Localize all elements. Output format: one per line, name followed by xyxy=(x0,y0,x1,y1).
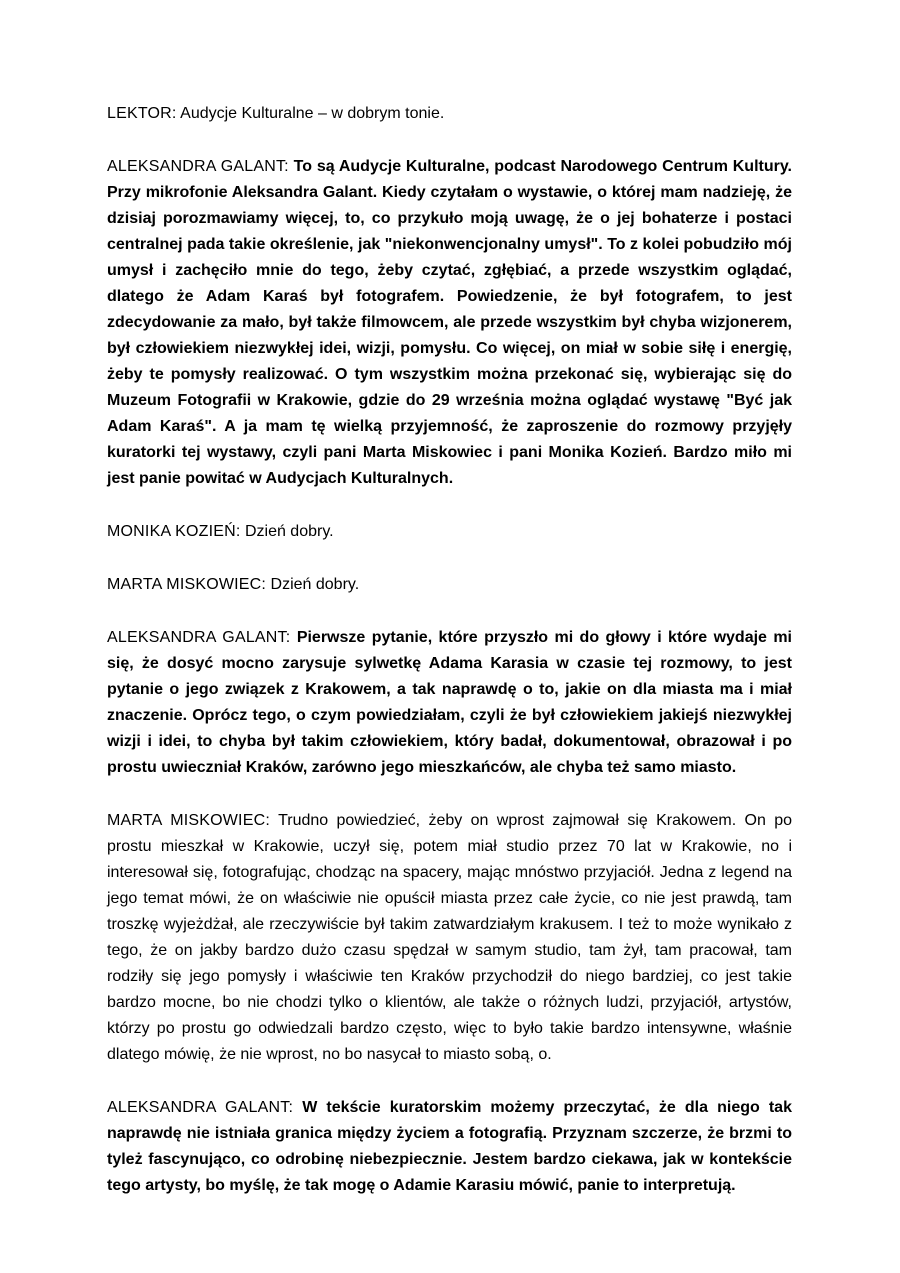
speaker-label: MARTA MISKOWIEC: xyxy=(107,812,270,829)
speech-text: Dzień dobry. xyxy=(270,576,360,593)
paragraph-galant-3 xyxy=(107,1095,792,1199)
speaker-label: LEKTOR: xyxy=(107,105,177,122)
speech-text: Audycje Kulturalne – w dobrym tonie. xyxy=(180,105,445,122)
speaker-label: MONIKA KOZIEŃ: xyxy=(107,523,241,540)
paragraph-lektor xyxy=(107,101,792,127)
paragraph-galant-2 xyxy=(107,625,792,781)
paragraph-miskowiec-2 xyxy=(107,808,792,1068)
speaker-label: ALEKSANDRA GALANT: xyxy=(107,1099,294,1116)
paragraph-miskowiec-1 xyxy=(107,572,792,598)
speech-text: Trudno powiedzieć, żeby on wprost zajmował się Krakowem. On po prostu mieszkał w Krakowie, uczył się, potem miał studio przez 70 lat w Krakowie, no i interesował się, fotografując, chodząc na spacery, mając mnóstwo przyjaciół. Jedna z legend na jego temat mówi, że on właściwie nie opuścił miasta przez całe życie, co nie jest prawdą, tam troszkę wyjeżdżał, ale rzeczywiście był takim zatwardziałym krakusem. I też to może wynikało z tego, że on jakby bardzo dużo czasu spędzał w samym studio, tam żył, tam pracował, tam rodziły się jego pomysły i właściwie ten Kraków przychodził do niego bardziej, co jest takie bardzo mocne, bo nie chodzi tylko o klientów, ale także o różnych ludzi, przyjaciół, artystów, którzy po prostu go odwiedzali bardzo często, więc to było takie bardzo intensywne, właśnie dlatego mówię, że nie wprost, no bo nasycał to miasto sobą, o. xyxy=(107,812,793,1063)
speech-text: W tekście kuratorskim możemy przeczytać, że dla niego tak naprawdę nie istniała granica między życiem a fotografią. Przyznam szczerze, że brzmi to tyleż fascynująco, co odrobinę niebezpiecznie. Jestem bardzo ciekawa, jak w kontekście tego artysty, bo myślę, że tak mogę o Adamie Karasiu mówić, panie to interpretują. xyxy=(107,1099,792,1194)
paragraph-kozien xyxy=(107,519,792,545)
transcript-body xyxy=(107,101,792,1199)
speech-text: To są Audycje Kulturalne, podcast Narodowego Centrum Kultury. Przy mikrofonie Aleksandra Galant. Kiedy czytałam o wystawie, o której mam nadzieję, że dzisiaj porozmawiamy więcej, to, co przykuło moją uwagę, że o jej bohaterze i postaci centralnej pada takie określenie, jak "niekonwencjonalny umysł". To z kolei pobudziło mój umysł i zachęciło mnie do tego, żeby czytać, zgłębiać, a przede wszystkim oglądać, dlatego że Adam Karaś był fotografem. Powiedzenie, że był fotografem, to jest zdecydowanie za mało, był także filmowcem, ale przede wszystkim był chyba wizjonerem, był człowiekiem niezwykłej idei, wizji, pomysłu. Co więcej, on miał w sobie siłę i energię, żeby te pomysły realizować. O tym wszystkim można przekonać się, wybierając się do Muzeum Fotografii w Krakowie, gdzie do 29 września można oglądać wystawę "Być jak Adam Karaś". A ja mam tę wielką przyjemność, że zaproszenie do rozmowy przyjęły kuratorki tej wystawy, czyli pani Marta Miskowiec i pani Monika Kozień. Bardzo miło mi jest panie powitać w Audycjach Kulturalnych. xyxy=(107,158,793,487)
paragraph-galant-1 xyxy=(107,154,792,492)
speech-text: Dzień dobry. xyxy=(244,523,334,540)
speaker-label: MARTA MISKOWIEC: xyxy=(107,576,267,593)
speaker-label: ALEKSANDRA GALANT: xyxy=(107,629,291,646)
speaker-label: ALEKSANDRA GALANT: xyxy=(107,158,289,175)
speech-text: Pierwsze pytanie, które przyszło mi do głowy i które wydaje mi się, że dosyć mocno zarysuje sylwetkę Adama Karasia w czasie tej rozmowy, to jest pytanie o jego związek z Krakowem, a tak naprawdę o to, jakie on dla miasta ma i miał znaczenie. Oprócz tego, o czym powiedziałam, czyli że był człowiekiem jakiejś niezwykłej wizji i idei, to chyba był takim człowiekiem, który badał, dokumentował, obrazował i po prostu uwieczniał Kraków, zarówno jego mieszkańców, ale chyba też samo miasto. xyxy=(107,629,792,776)
